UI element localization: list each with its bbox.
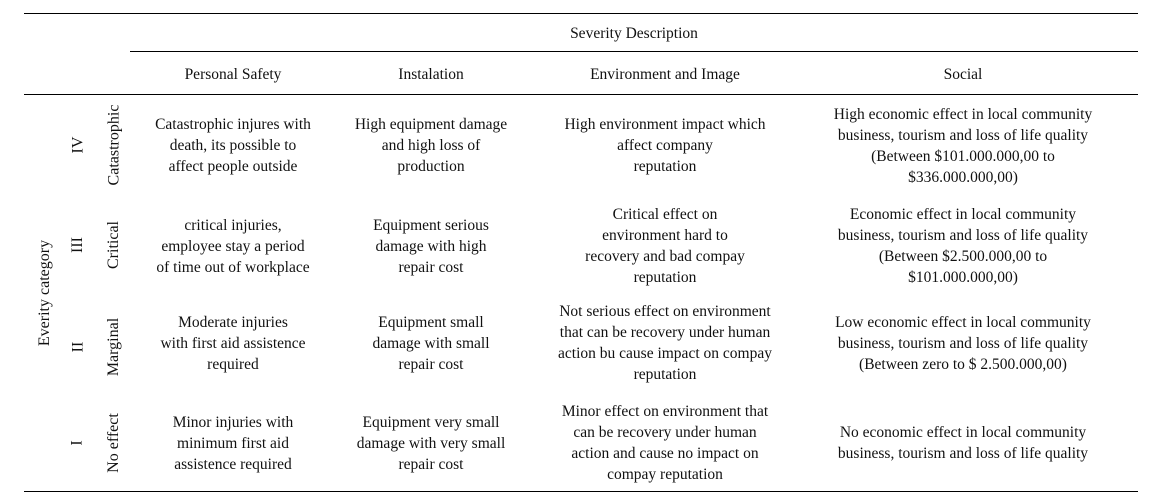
row-ii-instalation: Equipment small damage with small repair cost bbox=[372, 313, 490, 373]
row-ii-personal-safety: Moderate injuries with first aid assistence required bbox=[160, 313, 306, 373]
bottom-rule bbox=[24, 491, 1138, 492]
side-label: Everity category bbox=[36, 239, 54, 347]
row-iv-roman: IV bbox=[68, 136, 86, 153]
row-iii-environment-and-image: Critical effect on environment hard to recovery and bad compay reputation bbox=[585, 206, 745, 286]
col-header-personal-safety: Personal Safety bbox=[184, 65, 282, 83]
row-i-environment-and-image: Minor effect on environment that can be recovery under human action and cause no impact on compay reputation bbox=[561, 403, 769, 483]
row-i-instalation: Equipment very small damage with very small repair cost bbox=[356, 413, 506, 473]
row-ii-environment-and-image: Not serious effect on environment that can be recovery under human action bu cause impact on compay reputation bbox=[558, 303, 772, 383]
row-iv-personal-safety: Catastrophic injures with death, its possible to affect people outside bbox=[155, 116, 311, 175]
row-iii-roman: III bbox=[68, 237, 86, 253]
row-iv-social: High economic effect in local community business, tourism and loss of life quality (Between $101.000.000,00 to $336.000.000,00) bbox=[833, 105, 1093, 186]
row-i-social: No economic effect in local community business, tourism and loss of life quality bbox=[837, 424, 1089, 462]
header-rule bbox=[24, 94, 1138, 95]
row-i-roman: I bbox=[68, 440, 86, 446]
row-iii-instalation: Equipment serious damage with high repair cost bbox=[373, 216, 489, 276]
row-iv-environment-and-image: High environment impact which affect company reputation bbox=[564, 116, 766, 175]
row-ii-roman: II bbox=[69, 341, 86, 353]
col-header-instalation: Instalation bbox=[398, 65, 464, 83]
row-iv-name: Catastrophic bbox=[105, 104, 122, 185]
row-ii-name: Marginal bbox=[105, 317, 123, 377]
severity-description-title: Severity Description bbox=[570, 24, 698, 42]
title-rule bbox=[130, 51, 1138, 52]
top-rule bbox=[24, 13, 1138, 14]
row-i-name: No effect bbox=[105, 413, 123, 473]
col-header-social: Social bbox=[943, 65, 983, 83]
row-iii-social: Economic effect in local community business, tourism and loss of life quality (Between $2.500.000,00 to $101.000.000,00) bbox=[837, 206, 1089, 286]
col-header-environment-and-image: Environment and Image bbox=[590, 65, 740, 83]
row-i-personal-safety: Minor injuries with minimum first aid assistence required bbox=[172, 413, 294, 473]
row-iii-personal-safety: critical injuries, employee stay a period of time out of workplace bbox=[156, 216, 310, 276]
row-ii-social: Low economic effect in local community business, tourism and loss of life quality (Between zero to $ 2.500.000,00) bbox=[835, 313, 1091, 373]
row-iv-instalation: High equipment damage and high loss of production bbox=[354, 116, 508, 175]
table-title bbox=[130, 21, 1138, 45]
row-iii-name: Critical bbox=[105, 221, 123, 269]
